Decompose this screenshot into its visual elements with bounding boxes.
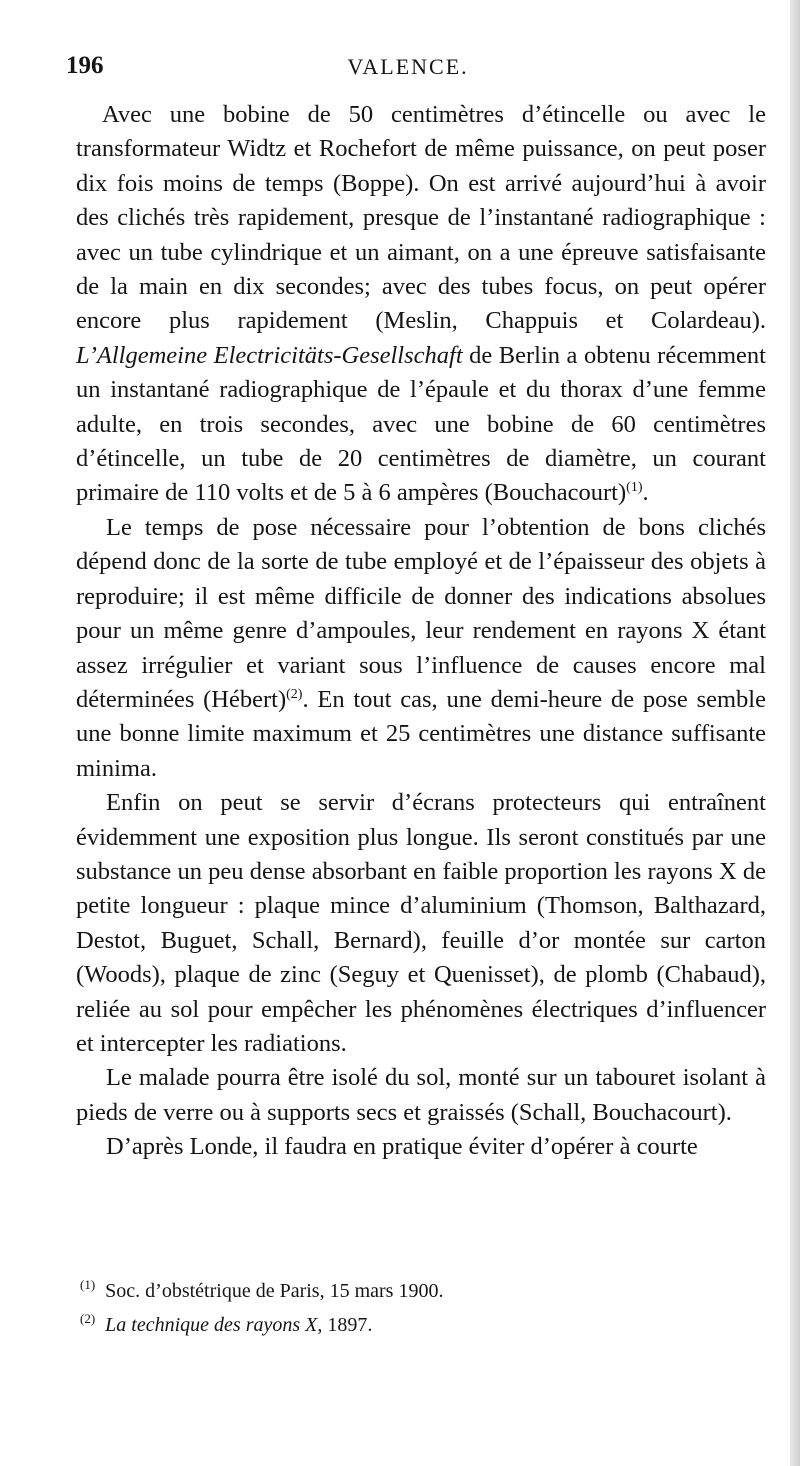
footnote-text: , 1897. [317, 1314, 373, 1336]
paragraph: Le malade pourra être isolé du sol, monté sur un tabouret isolant à pieds de verre ou à supports secs et graissés (Schall, Bouchacourt). [76, 1064, 766, 1126]
footnote-text: Soc. d’obstétrique de Paris, 15 mars 1900. [105, 1280, 444, 1302]
paragraph: D’après Londe, il faudra en pratique éviter d’opérer à courte [106, 1133, 698, 1161]
italic-company-name: L’Allgemeine Electricitäts-Gesellschaft [76, 341, 463, 369]
running-title: VALENCE. [347, 54, 469, 79]
footnote-2 [80, 1308, 740, 1342]
footnote-mark: (1) [80, 1277, 96, 1293]
body-text [76, 98, 766, 1165]
page-number: 196 [66, 52, 104, 79]
running-head [66, 52, 750, 86]
paragraph-text: . En tout cas, une demi-heure de pose semble une bonne limite maximum et 25 centimètres une distance suffisante minima. [76, 685, 766, 782]
footnote-1 [80, 1274, 740, 1308]
paragraph-end: . [642, 479, 649, 507]
paragraph-text: de Berlin a obtenu récemment un instantané radiographique de l’épaule et du thorax d’une femme adulte, en trois secondes, avec une bobine de 60 centimètres d’étincelle, un tube de 20 centimètres de diamètre, un courant primaire de 110 volts et de 5 à 6 ampères (Bouchacourt) [76, 341, 766, 507]
paragraph-text: Le temps de pose nécessaire pour l’obtention de bons clichés dépend donc de la sorte de tube employé et de l’épaisseur des objets à reproduire; il est même difficile de donner des indications absolues pour un même genre d’ampoules, leur rendement en rayons X étant assez irrégulier et variant sous l’influence de causes encore mal déterminées (Hébert) [76, 513, 766, 713]
paragraph-text: Avec une bobine de 50 centimètres d’étincelle ou avec le transformateur Widtz et Rochefort de même puissance, on peut poser dix fois moins de temps (Boppe). On est arrivé aujourd’hui à avoir des clichés très rapidement, presque de l’instantané radiographique : avec un tube cylindrique et un aimant, on a une épreuve satisfaisante de la main en dix secondes; avec des tubes focus, on peut opérer encore plus rapidement (Meslin, Chappuis et Colardeau). [76, 101, 766, 335]
page-edge [790, 0, 800, 1466]
footnote-ref-2[interactable]: (2) [286, 686, 303, 702]
paragraph: Enfin on peut se servir d’écrans protecteurs qui entraînent évidemment une exposition plus longue. Ils seront constitués par une substance un peu dense absorbant en faible proportion les rayons X de petite longueur : plaque mince d’aluminium (Thomson, Balthazard, Destot, Buguet, Schall, Bernard), feuille d’or montée sur carton (Woods), plaque de zinc (Seguy et Quenisset), de plomb (Chabaud), reliée au sol pour empêcher les phénomènes électriques d’influencer et intercepter les radiations. [76, 789, 766, 1057]
paragraph [76, 98, 766, 511]
footnote-ref-1[interactable]: (1) [626, 480, 643, 496]
footnote-mark: (2) [80, 1311, 96, 1327]
footnotes [80, 1274, 740, 1342]
footnote-italic-title: La technique des rayons X [105, 1314, 318, 1336]
paragraph [76, 511, 766, 786]
